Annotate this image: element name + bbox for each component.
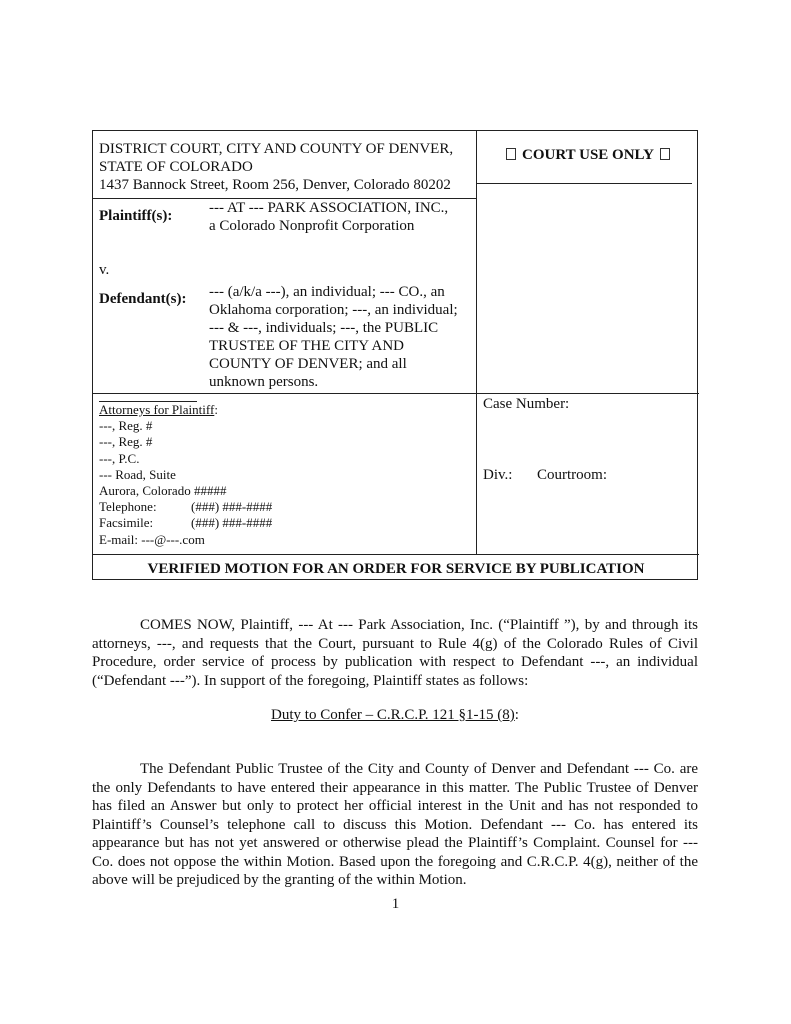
attorney-line: ---, P.C. bbox=[99, 450, 140, 466]
court-use-divider bbox=[476, 183, 692, 184]
court-line-2: STATE OF COLORADO bbox=[99, 159, 253, 175]
attorney-line: --- Road, Suite bbox=[99, 466, 176, 482]
defendant-names bbox=[209, 283, 458, 391]
attorney-block bbox=[99, 402, 272, 548]
court-line-1: DISTRICT COURT, CITY AND COUNTY OF DENVER, bbox=[99, 141, 454, 157]
telephone-label: Telephone: bbox=[99, 499, 157, 515]
court-use-only-box bbox=[477, 147, 699, 164]
motion-title: VERIFIED MOTION FOR AN ORDER FOR SERVICE BY PUBLICATION bbox=[147, 561, 645, 577]
caption-vertical-divider bbox=[476, 131, 477, 554]
defendant-line: --- (a/k/a ---), an individual; --- CO., an bbox=[209, 284, 445, 300]
plaintiff-line-2: a Colorado Nonprofit Corporation bbox=[209, 218, 415, 234]
versus-label: v. bbox=[99, 262, 110, 278]
telephone-value: (###) ###-#### bbox=[191, 499, 273, 515]
attorneys-label: Attorneys for Plaintiff bbox=[99, 402, 215, 417]
confer-paragraph bbox=[92, 760, 698, 890]
case-caption-box bbox=[92, 130, 698, 580]
checkbox-icon bbox=[660, 148, 670, 160]
defendant-line: unknown persons. bbox=[209, 374, 319, 390]
facsimile-value: (###) ###-#### bbox=[191, 515, 273, 531]
court-name-block bbox=[99, 140, 453, 194]
plaintiff-label: Plaintiff(s): bbox=[99, 208, 173, 224]
attorney-line: Aurora, Colorado ##### bbox=[99, 483, 227, 499]
checkbox-icon bbox=[506, 148, 516, 160]
defendant-line: --- & ---, individuals; ---, the PUBLIC bbox=[209, 320, 439, 336]
title-divider bbox=[93, 554, 699, 555]
plaintiff-line-1: --- AT --- PARK ASSOCIATION, INC., bbox=[209, 200, 449, 216]
intro-paragraph bbox=[92, 616, 698, 690]
attorney-line: ---, Reg. # bbox=[99, 418, 153, 434]
courtroom-label: Courtroom: bbox=[537, 467, 607, 483]
case-number-label: Case Number: bbox=[483, 396, 570, 412]
confer-text: The Defendant Public Trustee of the City and County of Denver and Defendant --- Co. are the only Defendants to have entered their appearance in this matter. The Public Trustee of Denver has filed an Answer but only to protect her official interest in the Unit and has not responded to Plaintiff’s Counsel’s telephone call to discuss this Motion. Defendant --- Co. has entered its appearance but has not yet answered or otherwise plead the Plaintiff’s Complaint. Counsel for --- Co. does not oppose the within Motion. Based upon the foregoing and C.R.C.P. 4(g), neither of the above will be prejudiced by the granting of the within Motion. bbox=[92, 761, 698, 888]
division-label: Div.: bbox=[483, 467, 513, 483]
heading-colon: : bbox=[514, 707, 519, 723]
intro-text: COMES NOW, Plaintiff, --- At --- Park Association, Inc. (“Plaintiff ”), by and through its attorneys, ---, and requests that the Court, pursuant to Rule 4(g) of the Colorado Rules of Civil Procedure, order service of process by publication with respect to Defendant ---, an individual (“Defendant ---”). In support of the foregoing, Plaintiff states as follows: bbox=[92, 617, 698, 689]
email-line: E-mail: ---@---.com bbox=[99, 531, 205, 547]
page-number: 1 bbox=[391, 896, 400, 912]
heading-text: Duty to Confer – C.R.C.P. 121 §1-15 (8) bbox=[271, 707, 515, 723]
plaintiff-name bbox=[209, 199, 448, 235]
defendant-line: Oklahoma corporation; ---, an individual; bbox=[209, 302, 458, 318]
defendant-line: TRUSTEE OF THE CITY AND bbox=[209, 338, 404, 354]
section-heading bbox=[92, 707, 698, 724]
court-address: 1437 Bannock Street, Room 256, Denver, Colorado 80202 bbox=[99, 177, 451, 193]
parties-divider bbox=[93, 393, 699, 394]
court-use-only-label: COURT USE ONLY bbox=[521, 147, 654, 163]
facsimile-label: Facsimile: bbox=[99, 515, 154, 531]
attorney-line: ---, Reg. # bbox=[99, 434, 153, 450]
attorneys-colon: : bbox=[214, 402, 218, 417]
defendant-line: COUNTY OF DENVER; and all bbox=[209, 356, 407, 372]
defendant-label: Defendant(s): bbox=[99, 291, 187, 307]
